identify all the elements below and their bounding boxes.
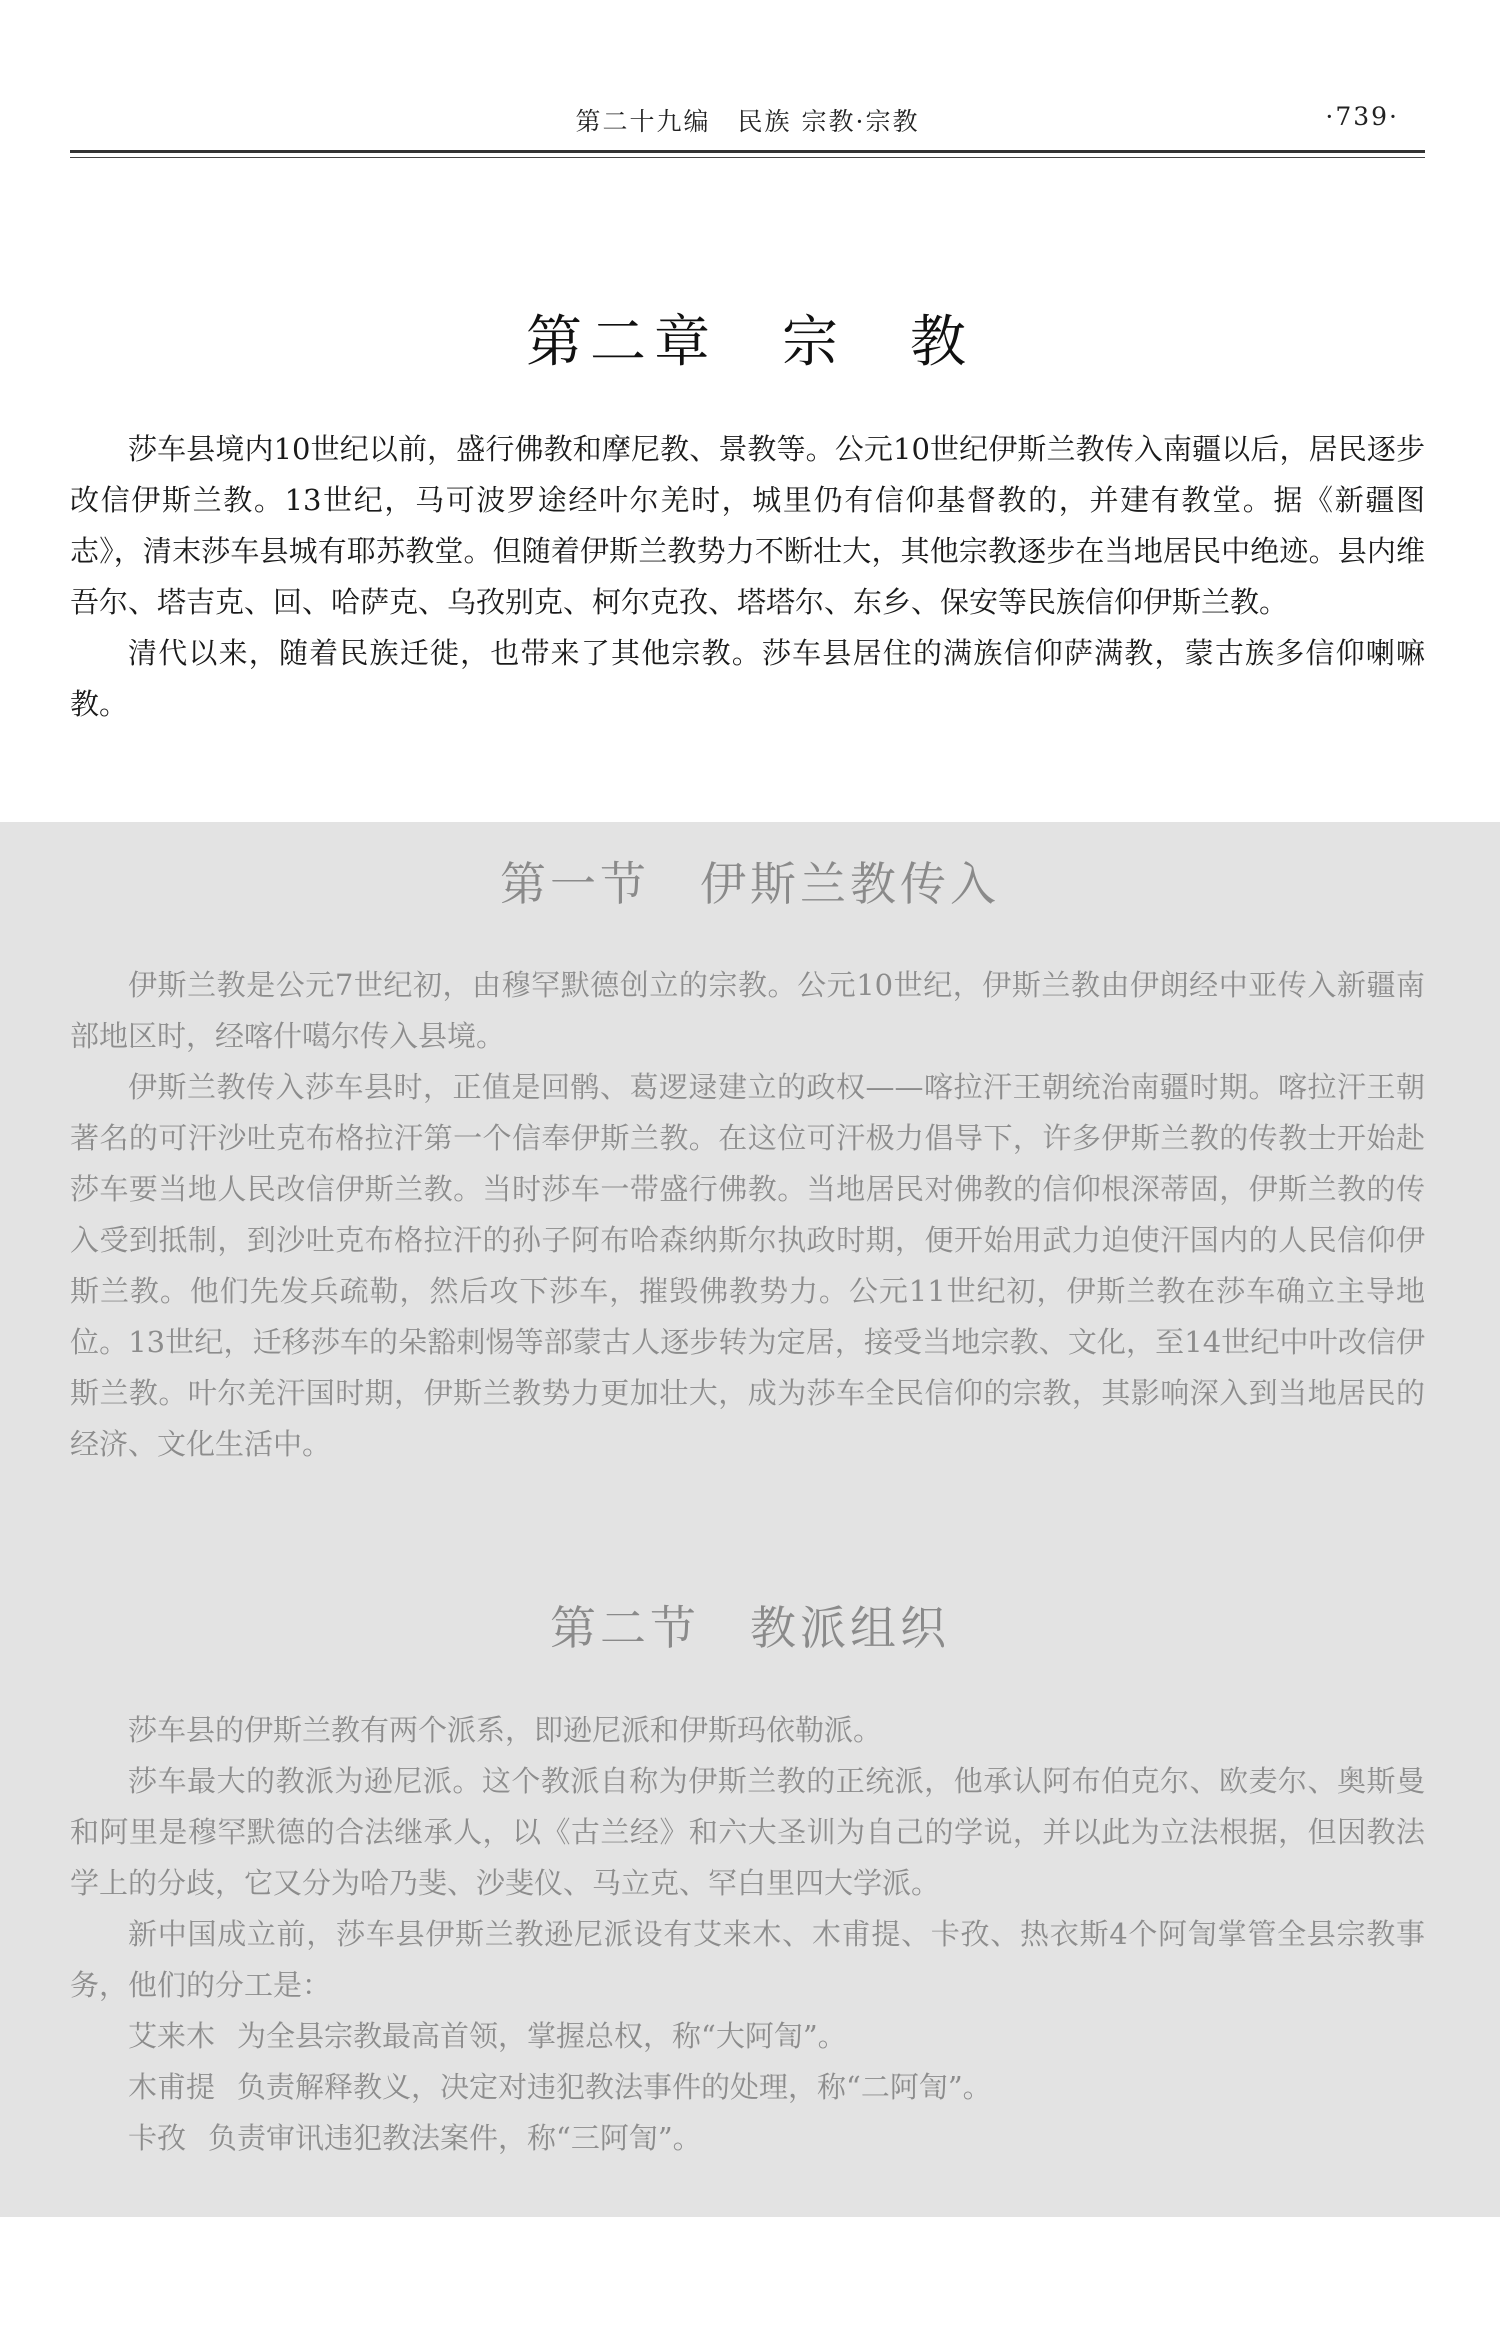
section-2-body: [70, 1705, 1425, 2164]
definition-text: 为全县宗教最高首领，掌握总权，称“大阿訇”。: [237, 2019, 847, 2053]
section-1-body: [70, 960, 1425, 1470]
section-2-title: 第二节 教派组织: [550, 1601, 950, 1655]
running-header: [70, 96, 1425, 140]
section-1-paragraph-2: 伊斯兰教传入莎车县时，正值是回鹘、葛逻逯建立的政权——喀拉汗王朝统治南疆时期。喀拉汗王朝著名的可汗沙吐克布格拉汗第一个信奉伊斯兰教。在这位可汗极力倡导下，许多伊斯兰教的传教士开始赴莎车要当地人民改信伊斯兰教。当时莎车一带盛行佛教。当地居民对佛教的信仰根深蒂固，伊斯兰教的传入受到抵制，到沙吐克布格拉汗的孙子阿布哈森纳斯尔执政时期，便开始用武力迫使汗国内的人民信仰伊斯兰教。他们先发兵疏勒，然后攻下莎车，摧毁佛教势力。公元11世纪初，伊斯兰教在莎车确立主导地位。13世纪，迁移莎车的朵豁剌惕等部蒙古人逐步转为定居，接受当地宗教、文化，至14世纪中叶改信伊斯兰教。叶尔羌汗国时期，伊斯兰教势力更加壮大，成为莎车全民信仰的宗教，其影响深入到当地居民的经济、文化生活中。: [70, 1070, 1425, 1461]
definition-item-3: [70, 2113, 1425, 2164]
page-number: ·739·: [1325, 102, 1399, 131]
definition-item-2: [70, 2062, 1425, 2113]
definition-term: 卡孜: [128, 2121, 187, 2155]
header-rule-thin: [70, 157, 1425, 158]
section-2-paragraph-1: 莎车县的伊斯兰教有两个派系，即逊尼派和伊斯玛依勒派。: [128, 1713, 883, 1747]
section-2-paragraph-3: 新中国成立前，莎车县伊斯兰教逊尼派设有艾来木、木甫提、卡孜、热衣斯4个阿訇掌管全县宗教事务，他们的分工是：: [70, 1917, 1425, 2002]
section-2-paragraph-2: 莎车最大的教派为逊尼派。这个教派自称为伊斯兰教的正统派，他承认阿布伯克尔、欧麦尔、奥斯曼和阿里是穆罕默德的合法继承人，以《古兰经》和六大圣训为自己的学说，并以此为立法根据，但因教法学上的分歧，它又分为哈乃斐、沙斐仪、马立克、罕白里四大学派。: [70, 1764, 1425, 1900]
section-1-title: 第一节 伊斯兰教传入: [500, 857, 1000, 911]
intro-paragraph-1: 莎车县境内10世纪以前，盛行佛教和摩尼教、景教等。公元10世纪伊斯兰教传入南疆以后，居民逐步改信伊斯兰教。13世纪，马可波罗途经叶尔羌时，城里仍有信仰基督教的，并建有教堂。据《新疆图志》，清末莎车县城有耶苏教堂。但随着伊斯兰教势力不断壮大，其他宗教逐步在当地居民中绝迹。县内维吾尔、塔吉克、回、哈萨克、乌孜别克、柯尔克孜、塔塔尔、东乡、保安等民族信仰伊斯兰教。: [70, 432, 1425, 619]
header-title: 第二十九编 民族 宗教·宗教: [575, 107, 920, 136]
intro-text: [70, 424, 1425, 730]
definition-term: 木甫提: [128, 2070, 216, 2104]
intro-paragraph-2: 清代以来，随着民族迁徙，也带来了其他宗教。莎车县居住的满族信仰萨满教，蒙古族多信仰喇嘛教。: [70, 636, 1425, 721]
definition-text: 负责解释教义，决定对违犯教法事件的处理，称“二阿訇”。: [237, 2070, 992, 2104]
definition-item-1: [70, 2011, 1425, 2062]
definition-text: 负责审讯违犯教法案件，称“三阿訇”。: [208, 2121, 702, 2155]
header-rule-thick: [70, 150, 1425, 153]
section-1-paragraph-1: 伊斯兰教是公元7世纪初，由穆罕默德创立的宗教。公元10世纪，伊斯兰教由伊朗经中亚传入新疆南部地区时，经喀什噶尔传入县境。: [70, 968, 1425, 1053]
chapter-title: 第二章 宗 教: [526, 310, 974, 375]
definition-term: 艾来木: [128, 2019, 216, 2053]
